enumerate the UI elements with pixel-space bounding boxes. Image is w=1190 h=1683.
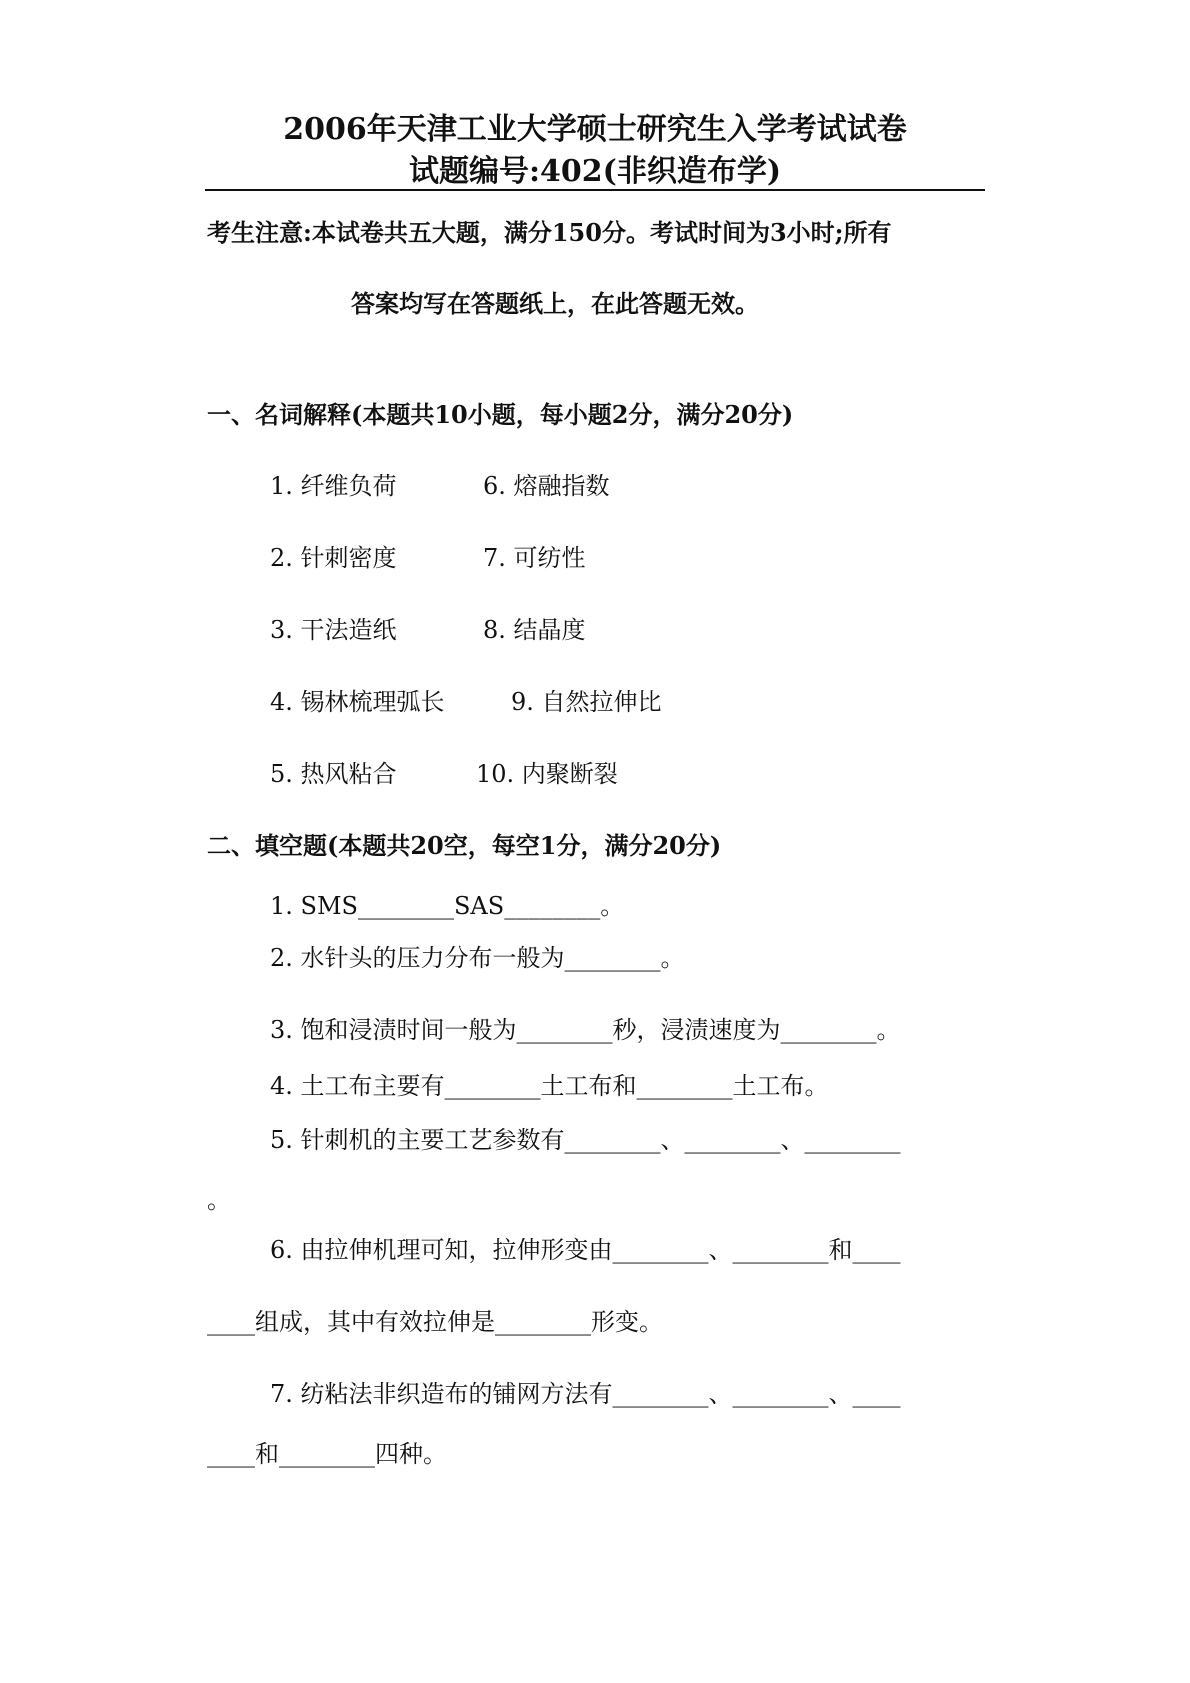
fill-question-1: 1. SMS________SAS________。 — [270, 892, 625, 920]
fill-question-3: 3. 饱和浸渍时间一般为________秒，浸渍速度为________。 — [270, 1016, 901, 1044]
fill-question-5-cont: 。 — [207, 1186, 231, 1214]
term-item: 5. 热风粘合 — [270, 760, 397, 788]
term-item: 8. 结晶度 — [483, 616, 586, 644]
term-item: 2. 针刺密度 — [270, 544, 397, 572]
notice-line-1: 考生注意:本试卷共五大题，满分150分。考试时间为3小时;所有 — [207, 218, 892, 247]
term-item: 10. 内聚断裂 — [476, 760, 618, 788]
term-item: 3. 干法造纸 — [270, 616, 397, 644]
fill-question-2: 2. 水针头的压力分布一般为________。 — [270, 944, 685, 972]
term-item: 9. 自然拉伸比 — [511, 688, 662, 716]
fill-question-6-cont: ____组成，其中有效拉伸是________形变。 — [207, 1308, 663, 1336]
term-item: 1. 纤维负荷 — [270, 472, 397, 500]
fill-question-4: 4. 土工布主要有________土工布和________土工布。 — [270, 1072, 829, 1100]
exam-code: 试题编号:402(非织造布学) — [408, 154, 782, 189]
section1-heading: 一、名词解释(本题共10小题，每小题2分，满分20分) — [207, 400, 794, 429]
notice-line-2: 答案均写在答题纸上，在此答题无效。 — [351, 289, 759, 318]
section2-heading: 二、填空题(本题共20空，每空1分，满分20分) — [207, 831, 722, 860]
fill-question-5: 5. 针刺机的主要工艺参数有________、________、________ — [270, 1126, 901, 1154]
term-item: 7. 可纺性 — [483, 544, 586, 572]
term-item: 6. 熔融指数 — [483, 472, 610, 500]
term-item: 4. 锡林梳理弧长 — [270, 688, 445, 716]
fill-question-7: 7. 纺粘法非织造布的铺网方法有________、________、____ — [270, 1380, 901, 1408]
fill-question-7-cont: ____和________四种。 — [207, 1440, 447, 1468]
fill-question-6: 6. 由拉伸机理可知，拉伸形变由________、________和____ — [270, 1236, 901, 1264]
exam-title: 2006年天津工业大学硕士研究生入学考试试卷 — [283, 112, 907, 147]
header-divider — [205, 189, 985, 191]
